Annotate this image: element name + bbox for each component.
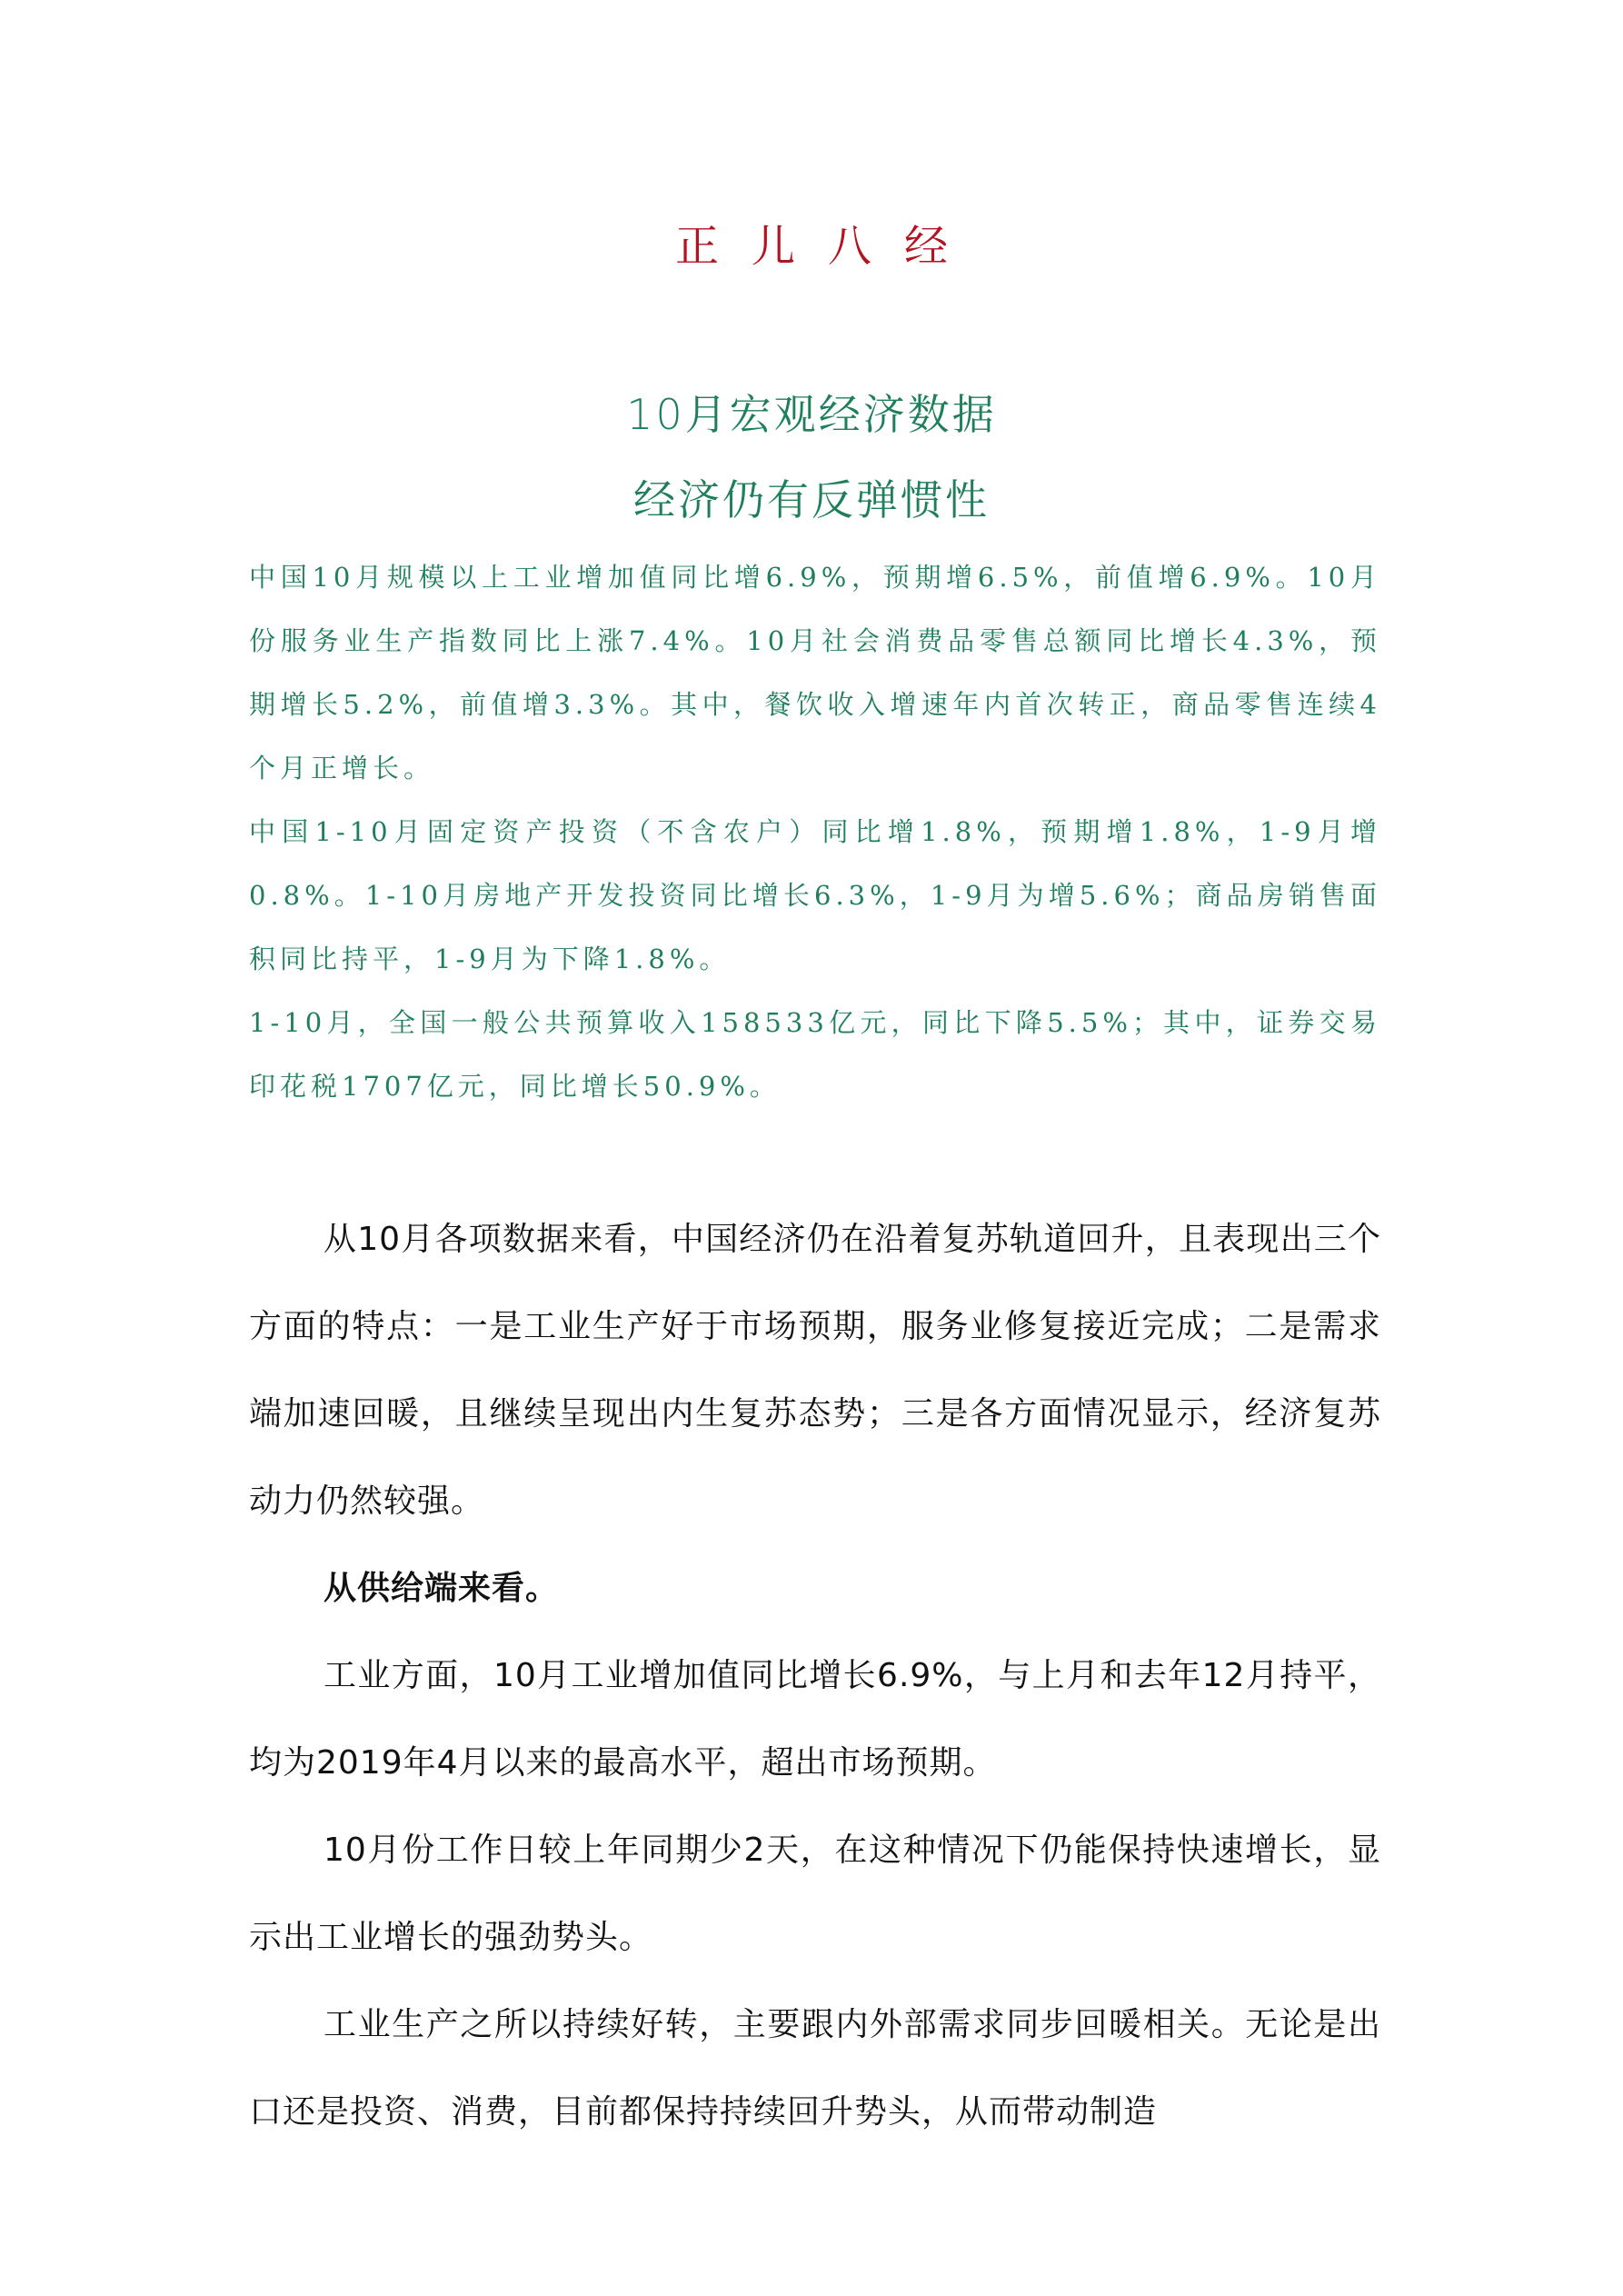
summary-paragraph-fiscal: 1-10月，全国一般公共预算收入158533亿元，同比下降5.5%；其中，证券交易印花税1707亿元，同比增长50.9%。 bbox=[249, 1007, 1381, 1102]
headline-line-2: 经济仍有反弹惯性 bbox=[633, 475, 990, 524]
article-body bbox=[249, 1196, 1381, 2156]
data-summary bbox=[249, 545, 1381, 1118]
body-paragraph: 工业生产之所以持续好转，主要跟内外部需求同步回暖相关。无论是出口还是投资、消费，目前都保持持续回升势头，从而带动制造 bbox=[249, 2006, 1381, 2131]
body-paragraph: 工业方面，10月工业增加值同比增长6.9%，与上月和去年12月持平，均为2019年4月以来的最高水平，超出市场预期。 bbox=[249, 1657, 1381, 1782]
section-heading-supply: 从供给端来看。 bbox=[324, 1570, 560, 1607]
summary-paragraph-investment: 中国1-10月固定资产投资（不含农户）同比增1.8%，预期增1.8%，1-9月增0.8%。1-10月房地产开发投资同比增长6.3%，1-9月为增5.6%；商品房销售面积同比持平，1-9月为下降1.8%。 bbox=[249, 816, 1381, 974]
headline-line-1: 10月宏观经济数据 bbox=[626, 390, 997, 439]
body-paragraph: 10月份工作日较上年同期少2天，在这种情况下仍能保持快速增长，显示出工业增长的强劲势头。 bbox=[249, 1832, 1381, 1956]
body-paragraph: 从10月各项数据来看，中国经济仍在沿着复苏轨道回升，且表现出三个方面的特点：一是工业生产好于市场预期，服务业修复接近完成；二是需求端加速回暖，且继续呈现出内生复苏态势；三是各方面情况显示，经济复苏动力仍然较强。 bbox=[249, 1221, 1381, 1520]
masthead-title: 正儿八经 bbox=[674, 221, 981, 272]
summary-paragraph-industry-retail: 中国10月规模以上工业增加值同比增6.9%，预期增6.5%，前值增6.9%。10月份服务业生产指数同比上涨7.4%。10月社会消费品零售总额同比增长4.3%，预期增长5.2%，前值增3.3%。其中，餐饮收入增速年内首次转正，商品零售连续4个月正增长。 bbox=[249, 562, 1381, 784]
